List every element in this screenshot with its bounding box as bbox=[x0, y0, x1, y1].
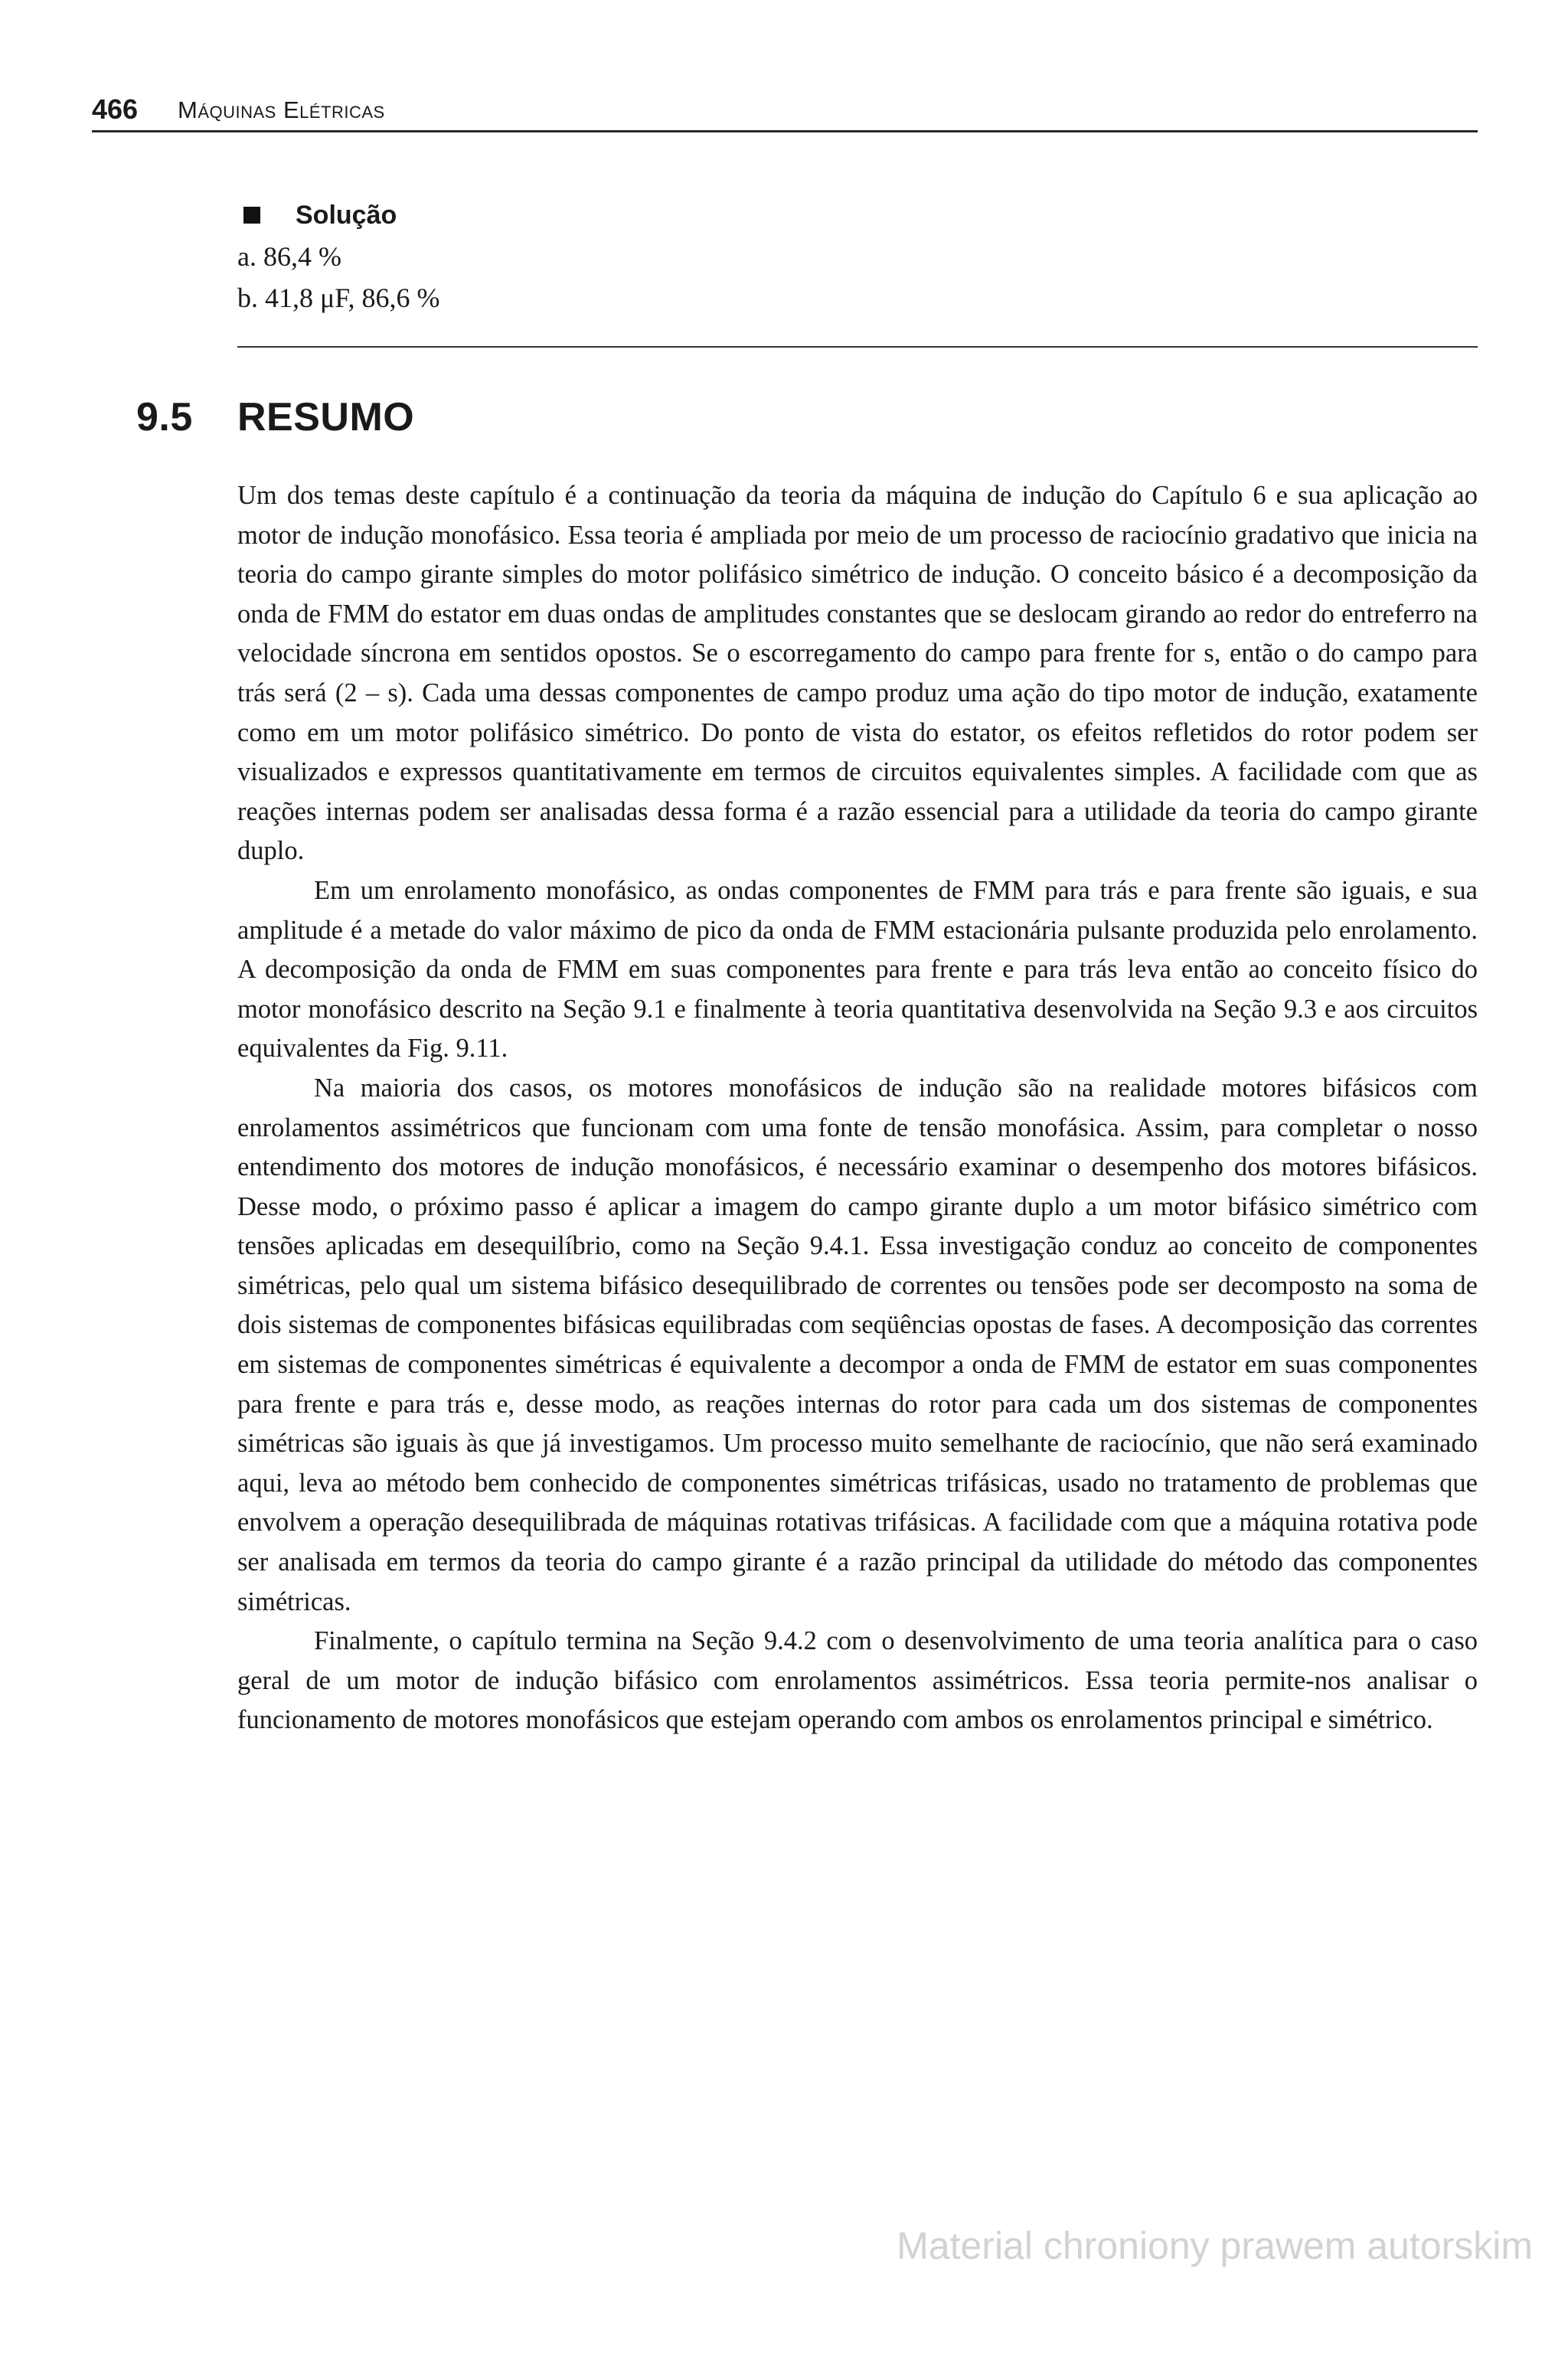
paragraph-4: Finalmente, o capítulo termina na Seção 9.4.2 com o desenvolvimento de uma teoria analítica para o caso geral de um motor de indução bifásico com enrolamentos assimétricos. Essa teoria permite-nos analisar o funcionamento de motores monofásicos que estejam operando com ambos os enrolamentos principal e simétrico. bbox=[237, 1626, 1478, 1735]
answer-a: a. 86,4 % bbox=[237, 241, 341, 272]
page-number: 466 bbox=[92, 93, 139, 125]
summary-body bbox=[237, 476, 1478, 1740]
solution-heading bbox=[237, 196, 1478, 234]
paragraph-1: Um dos temas deste capítulo é a continuação da teoria da máquina de indução do Capítulo 6 e sua aplicação ao motor de indução monofásico. Essa teoria é ampliada por meio de um processo de raciocínio gradativo que inicia na teoria do campo girante simples do motor polifásico simétrico de indução. O conceito básico é a decomposição da onda de FMM do estator em duas ondas de amplitudes constantes que se deslocam girando ao redor do entreferro na velocidade síncrona em sentidos opostos. Se o escorregamento do campo para frente for s, então o do campo para trás será (2 – s). Cada uma dessas componentes de campo produz uma ação do tipo motor de indução, exatamente como em um motor polifásico simétrico. Do ponto de vista do estator, os efeitos refletidos do rotor podem ser visualizados e expressos quantitativamente em termos de circuitos equivalentes simples. A facilidade com que as reações internas podem ser analisadas dessa forma é a razão essencial para a utilidade da teoria do campo girante duplo. bbox=[237, 481, 1478, 866]
solution-divider bbox=[237, 346, 1478, 348]
running-header bbox=[92, 90, 1478, 132]
answer-b: b. 41,8 μF, 86,6 % bbox=[237, 283, 440, 313]
solution-block bbox=[237, 196, 1478, 317]
section-heading bbox=[136, 394, 414, 440]
paragraph-3: Na maioria dos casos, os motores monofásicos de indução são na realidade motores bifásicos com enrolamentos assimétricos que funcionam com uma fonte de tensão monofásica. Assim, para completar o nosso entendimento dos motores de indução monofásicos, é necessário examinar o desempenho dos motores bifásicos. Desse modo, o próximo passo é aplicar a imagem do campo girante duplo a um motor bifásico simétrico com tensões aplicadas em desequilíbrio, como na Seção 9.4.1. Essa investigação conduz ao conceito de componentes simétricas, pelo qual um sistema bifásico desequilibrado de correntes ou tensões pode ser decomposto na soma de dois sistemas de componentes bifásicas equilibradas com seqüências opostas de fases. A decomposição das correntes em sistemas de componentes simétricas é equivalente a decompor a onda de FMM de estator em suas componentes para frente e para trás e, desse modo, as reações internas do rotor para cada um dos sistemas de componentes simétricas são iguais às que já investigamos. Um processo muito semelhante de raciocínio, que não será examinado aqui, leva ao método bem conhecido de componentes simétricas trifásicas, usado no tratamento de problemas que envolvem a operação desequilibrada de máquinas rotativas trifásicas. A facilidade com que a máquina rotativa pode ser analisada em termos da teoria do campo girante é a razão principal da utilidade do método das componentes simétricas. bbox=[237, 1073, 1478, 1616]
copyright-watermark: Material chroniony prawem autorskim bbox=[897, 2224, 1533, 2267]
solution-heading-label: Solução bbox=[296, 200, 397, 230]
paragraph-2: Em um enrolamento monofásico, as ondas componentes de FMM para trás e para frente são iguais, e sua amplitude é a metade do valor máximo de pico da onda de FMM estacionária pulsante produzida pelo enrolamento. A decomposição da onda de FMM em suas componentes para frente e para trás leva então ao conceito físico do motor monofásico descrito na Seção 9.1 e finalmente à teoria quantitativa desenvolvida na Seção 9.3 e aos circuitos equivalentes da Fig. 9.11. bbox=[237, 875, 1478, 1064]
section-title: RESUMO bbox=[237, 395, 415, 440]
square-bullet-icon bbox=[243, 207, 260, 224]
book-title: Máquinas Elétricas bbox=[178, 96, 385, 123]
section-number: 9.5 bbox=[136, 395, 193, 440]
